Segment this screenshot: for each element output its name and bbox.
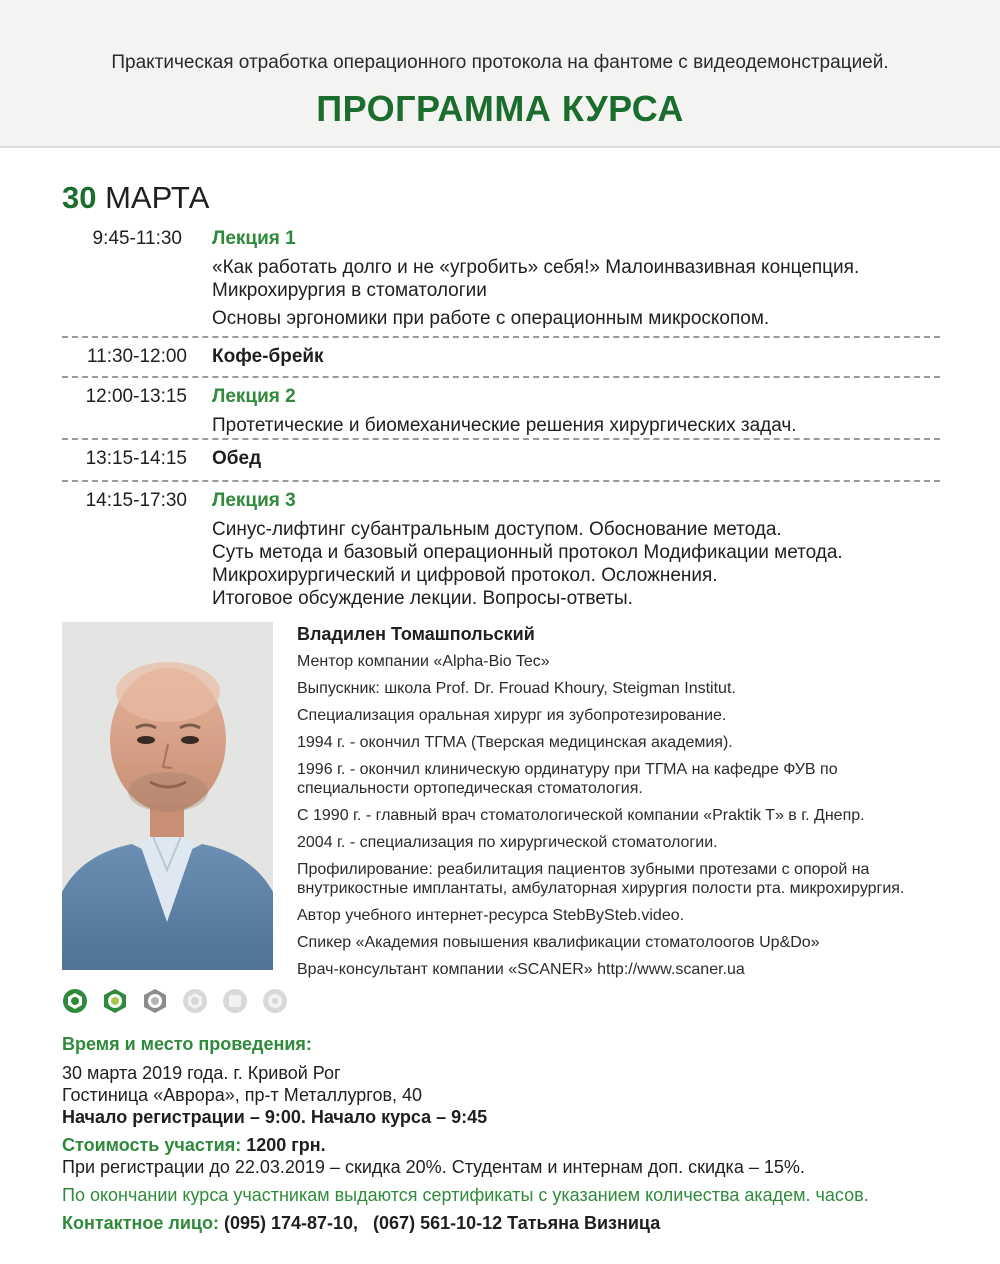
header-subtitle: Практическая отработка операционного протокола на фантоме с видеодемонстрацией. — [111, 52, 889, 73]
implant-level-3-icon — [142, 988, 168, 1014]
bio-item: Автор учебного интернет-ресурса StebBySteb.video. — [297, 907, 685, 924]
venue-address: Гостиница «Аврора», пр-т Металлургов, 40 — [62, 1085, 423, 1105]
contact-label: Контактное лицо: — [62, 1213, 219, 1233]
schedule-item-lecture-3 — [62, 480, 940, 612]
schedule-time: 12:00-13:15 — [85, 386, 187, 407]
schedule-title: Лекция 2 — [212, 386, 296, 407]
schedule-item-lecture-2 — [62, 376, 940, 438]
schedule-title: Лекция 1 — [212, 228, 296, 249]
implant-level-4-icon — [182, 988, 208, 1014]
schedule-time: 14:15-17:30 — [85, 490, 187, 511]
course-info — [62, 1032, 982, 1234]
bio-item: 2004 г. - специализация по хирургической стоматологии. — [297, 834, 718, 851]
price-label: Стоимость участия: — [62, 1135, 242, 1155]
bio-item: Профилирование: реабилитация пациентов зубными протезами с опорой на внутрикостные имплантаты, амбулаторная хирургия полости рта. микрохирургия. — [297, 861, 905, 897]
venue-label: Время и место проведения: — [62, 1034, 312, 1054]
bio-item: 1996 г. - окончил клиническую ординатуру при ТГМА на кафедре ФУВ по специальности ортопедическая стоматология. — [297, 761, 838, 797]
date-day: 30 — [62, 180, 97, 215]
contact-person: Татьяна Визница — [507, 1213, 661, 1233]
bio-item: Выпускник: школа Prof. Dr. Frouad Khoury, Steigman Institut. — [297, 680, 736, 697]
price-value: 1200 грн. — [246, 1135, 326, 1155]
schedule-item-lecture-1 — [62, 226, 940, 336]
schedule-time: 13:15-14:15 — [85, 448, 187, 469]
implant-level-5-icon — [222, 988, 248, 1014]
schedule-line: Протетические и биомеханические решения хирургических задач. — [212, 415, 797, 436]
registration-time: Начало регистрации – 9:00. Начало курса – 9:45 — [62, 1107, 488, 1127]
speaker-portrait-image — [62, 622, 273, 970]
schedule-time: 11:30-12:00 — [86, 346, 187, 367]
schedule-item-lunch — [62, 438, 940, 480]
contact-phones: (095) 174-87-10, (067) 561-10-12 — [223, 1213, 503, 1233]
course-date — [62, 180, 209, 216]
header — [0, 0, 1000, 148]
bio-item: 1994 г. - окончил ТГМА (Тверская медицинская академия). — [297, 734, 733, 751]
implant-level-2-icon — [102, 988, 128, 1014]
level-badges — [62, 988, 302, 1014]
page-title: ПРОГРАММА КУРСА — [316, 88, 684, 129]
schedule-line: Основы эргономики при работе с операционным микроскопом. — [212, 308, 770, 329]
schedule-title: Лекция 3 — [212, 490, 296, 511]
price-discount: При регистрации до 22.03.2019 – скидка 20%. Студентам и интернам доп. скидка – 15%. — [62, 1157, 805, 1177]
speaker-photo — [62, 622, 273, 970]
schedule — [62, 226, 940, 612]
schedule-line: Итоговое обсуждение лекции. Вопросы-ответы. — [212, 588, 633, 609]
bio-item: Спикер «Академия повышения квалификации стоматолоогов Up&Do» — [297, 934, 820, 951]
implant-level-6-icon — [262, 988, 288, 1014]
speaker-bio — [297, 623, 977, 987]
venue-date-city: 30 марта 2019 года. г. Кривой Рог — [62, 1063, 341, 1083]
contact-row — [62, 1212, 982, 1234]
schedule-time: 9:45-11:30 — [92, 228, 182, 249]
speaker-name: Владилен Томашпольский — [297, 624, 535, 644]
schedule-title: Обед — [212, 448, 262, 469]
date-month: МАРТА — [105, 180, 210, 215]
schedule-line: Микрохирургия в стоматологии — [212, 280, 487, 301]
bio-item: Специализация оральная хирург ия зубопротезирование. — [297, 707, 727, 724]
schedule-item-coffee — [62, 336, 940, 376]
bio-item: С 1990 г. - главный врач стоматологической компании «Praktik T» в г. Днепр. — [297, 807, 865, 824]
implant-level-1-icon — [62, 988, 88, 1014]
bio-item: Врач-консультант компании «SCANER» http://www.scaner.ua — [297, 961, 745, 978]
certificate-note: По окончании курса участникам выдаются сертификаты с указанием количества академ. часов. — [62, 1185, 869, 1205]
schedule-line: Синус-лифтинг субантральным доступом. Обоснование метода. — [212, 519, 782, 540]
schedule-line: Микрохирургический и цифровой протокол. Осложнения. — [212, 565, 718, 586]
price-row — [62, 1134, 982, 1156]
schedule-line: «Как работать долго и не «угробить» себя!» Малоинвазивная концепция. — [212, 257, 860, 278]
schedule-title: Кофе-брейк — [212, 346, 324, 367]
schedule-line: Суть метода и базовый операционный протокол Модификации метода. — [212, 542, 843, 563]
bio-item: Ментор компании «Alpha-Bio Tec» — [297, 653, 550, 670]
